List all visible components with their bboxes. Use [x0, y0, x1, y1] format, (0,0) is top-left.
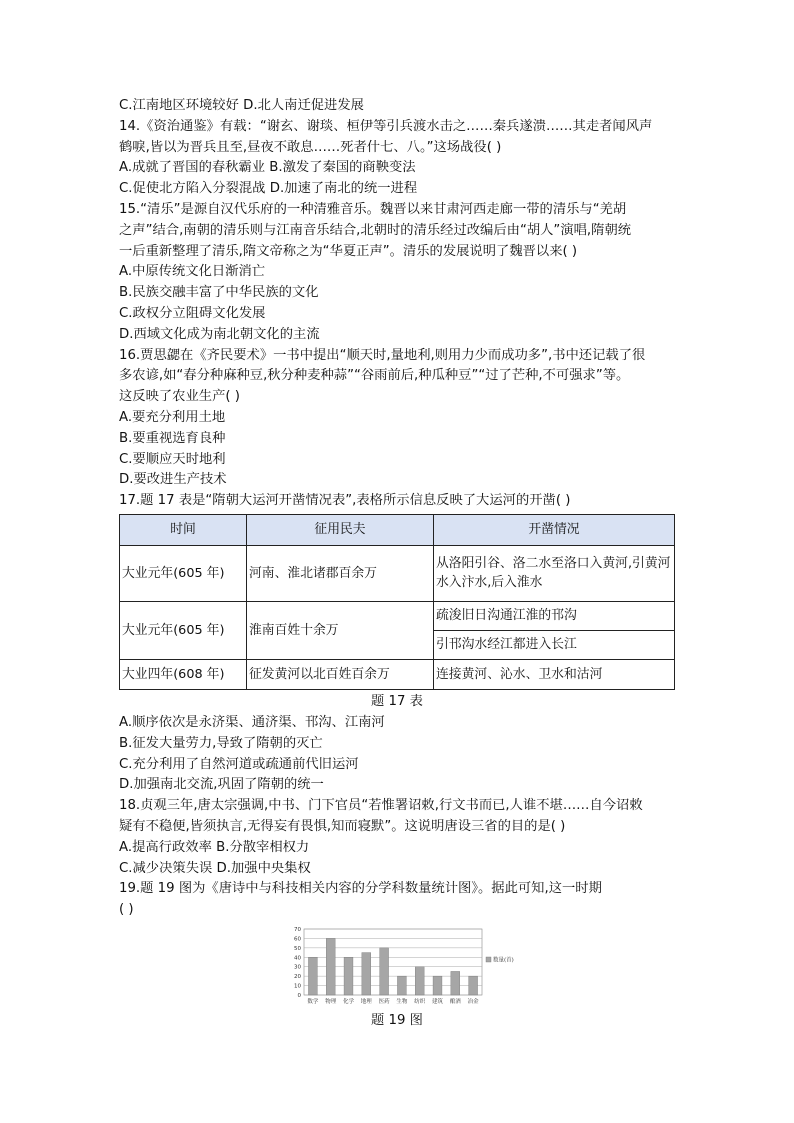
table-cell-labor: 淮南百姓十余万: [247, 601, 434, 659]
x-tick-label: 冶金: [467, 998, 479, 1005]
text-line: B.征发大量劳力,导致了隋朝的灭亡: [119, 735, 323, 751]
y-tick-label: 70: [294, 926, 301, 933]
text-line: 15.“清乐”是源自汉代乐府的一种清雅音乐。魏晋以来甘肃河西走廊一带的清乐与“羌胡: [119, 201, 627, 217]
table-caption: 题 17 表: [371, 693, 423, 709]
text-line: 18.贞观三年,唐太宗强调,中书、门下官员“若惟署诏敕,行文书而已,人谁不堪……自今诏敕: [119, 798, 643, 814]
text-line: 之声”结合,南朝的清乐则与江南音乐结合,北朝时的清乐经过改编后由“胡人”演唱,隋朝统: [119, 222, 632, 238]
text-line: 一后重新整理了清乐,隋文帝称之为“华夏正声”。清乐的发展说明了魏晋以来( ): [119, 243, 578, 259]
y-tick-label: 20: [294, 974, 301, 981]
table-cell-works: 疏浚旧日沟通江淮的邗沟: [434, 601, 675, 630]
text-line: C.减少决策失误 D.加强中央集权: [119, 860, 311, 876]
text-line: 17.题 17 表是“隋朝大运河开凿情况表”,表格所示信息反映了大运河的开凿( ): [119, 493, 571, 509]
bar: [344, 957, 353, 995]
bar: [362, 952, 371, 994]
table-cell-time: 大业四年(608 年): [120, 659, 247, 689]
x-tick-label: 生物: [396, 998, 408, 1005]
text-line: B.民族交融丰富了中华民族的文化: [119, 285, 319, 301]
text-line: A.提高行政效率 B.分散宰相权力: [119, 839, 310, 855]
document-page: [119, 96, 675, 1032]
table-cell-time: 大业元年(605 年): [120, 545, 247, 601]
text-line: C.政权分立阻碍文化发展: [119, 305, 266, 321]
bar: [308, 957, 317, 995]
y-tick-label: 10: [294, 983, 301, 990]
text-line: A.顺序依次是永济渠、通济渠、邗沟、江南河: [119, 714, 385, 730]
text-line: C.要顺应天时地利: [119, 451, 226, 467]
text-line: D.要改进生产技术: [119, 472, 227, 488]
x-tick-label: 建筑: [431, 998, 444, 1005]
table-cell-works: 连接黄河、沁水、卫水和沽河: [434, 659, 675, 689]
question-text-top: [119, 96, 675, 512]
x-tick-label: 物理: [325, 998, 337, 1005]
text-line: 鹤唳,皆以为晋兵且至,昼夜不敢息……死者什七、八。”这场战役( ): [119, 139, 502, 155]
legend-label: 数量(首): [493, 957, 514, 964]
x-tick-label: 纺织: [414, 998, 426, 1005]
text-line: A.成就了晋国的春秋霸业 B.激发了秦国的商鞅变法: [119, 160, 416, 176]
text-line: 多农谚,如“春分种麻种豆,秋分种麦种蒜”“谷雨前后,种瓜种豆”“过了芒种,不可强求”等。: [119, 368, 630, 384]
text-line: ( ): [119, 902, 134, 918]
table-cell-labor: 河南、淮北诸郡百余万: [247, 545, 434, 601]
text-line: 14.《资治通鉴》有载：“谢玄、谢琰、桓伊等引兵渡水击之……秦兵遂溃……其走者闻风声: [119, 118, 653, 134]
text-line: C.江南地区环境较好 D.北人南迁促进发展: [119, 98, 364, 113]
x-tick-label: 医药: [378, 998, 390, 1005]
table-header-time: 时间: [120, 514, 247, 545]
question-text-mid: [119, 713, 675, 921]
bar: [380, 948, 389, 995]
text-line: 16.贾思勰在《齐民要术》一书中提出“顺天时,量地利,则用力少而成功多”,书中还记载了很: [119, 347, 646, 363]
bar: [415, 967, 424, 995]
x-tick-label: 数学: [307, 998, 319, 1005]
text-line: A.要充分利用土地: [119, 409, 226, 425]
y-tick-label: 50: [294, 945, 301, 952]
y-tick-label: 40: [294, 955, 301, 962]
bar: [397, 976, 406, 995]
y-tick-label: 30: [294, 964, 301, 971]
bar: [469, 976, 478, 995]
chart-caption: 题 19 图: [371, 1012, 423, 1028]
bar: [451, 971, 460, 995]
text-line: 19.题 19 图为《唐诗中与科技相关内容的分学科数量统计图》。据此可知,这一时期: [119, 881, 602, 897]
table-cell-labor: 征发黄河以北百姓百余万: [247, 659, 434, 689]
bar-chart: [119, 923, 675, 1009]
bar: [326, 938, 335, 995]
bar: [433, 976, 442, 995]
text-line: D.加强南北交流,巩固了隋朝的统一: [119, 777, 324, 793]
text-line: C.充分利用了自然河道或疏通前代旧运河: [119, 756, 359, 772]
table-header-labor: 征用民夫: [247, 514, 434, 545]
table-header-works: 开凿情况: [434, 514, 675, 545]
x-tick-label: 化学: [342, 998, 355, 1005]
y-tick-label: 0: [297, 992, 301, 999]
legend-swatch: [486, 957, 491, 962]
x-tick-label: 酿酒: [449, 998, 461, 1005]
y-tick-label: 60: [294, 936, 301, 943]
text-line: C.促使北方陷入分裂混战 D.加速了南北的统一进程: [119, 181, 418, 197]
table-cell-works: 从洛阳引谷、洛二水至洛口入黄河,引黄河水入汴水,后入淮水: [434, 545, 675, 601]
text-line: A.中原传统文化日渐消亡: [119, 264, 266, 280]
x-tick-label: 地理: [360, 998, 372, 1005]
canal-table: [119, 514, 675, 690]
table-cell-works: 引邗沟水经江都进入长江: [434, 630, 675, 659]
text-line: D.西域文化成为南北朝文化的主流: [119, 326, 320, 342]
text-line: 这反映了农业生产( ): [119, 389, 240, 405]
bar-chart-svg: [279, 923, 519, 1009]
text-line: B.要重视选育良种: [119, 430, 226, 446]
table-cell-time: 大业元年(605 年): [120, 601, 247, 659]
text-line: 疑有不稳便,皆须执言,无得妄有畏惧,知而寝默”。这说明唐设三省的目的是( ): [119, 818, 566, 834]
